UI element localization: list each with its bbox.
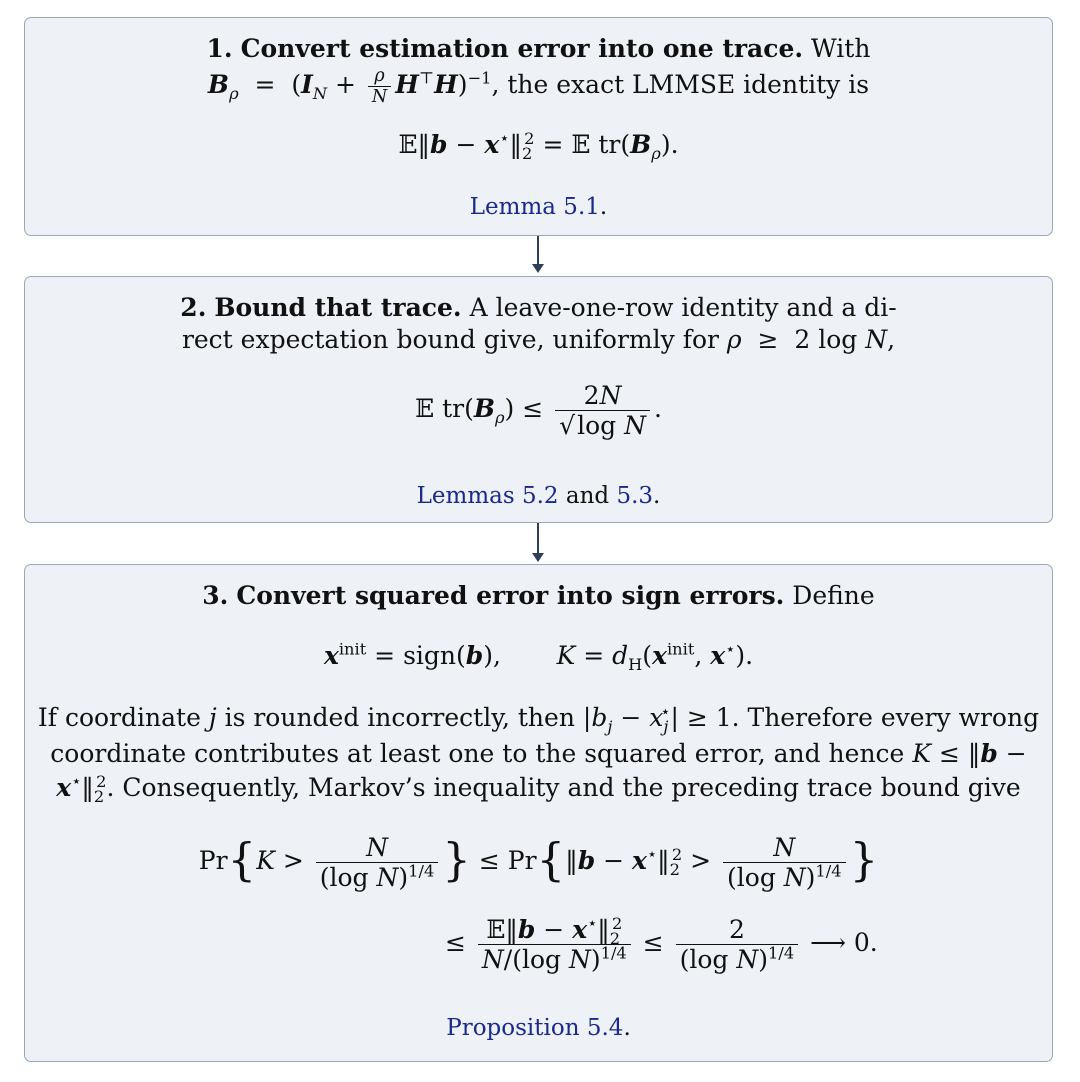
step-2-box <box>24 276 1053 523</box>
step-1-box <box>24 17 1053 236</box>
step-2-number: 2. <box>180 293 207 322</box>
lmmse-identity-equation: 𝔼‖b − $x^⋆‖_2^2$ = 𝔼 $tr(B_\rho)$. <box>398 128 679 163</box>
step-3-number: 3. <box>202 581 229 610</box>
sign-definition-equation: $x^{init}$ = sign(b), $K = d_H(x^{init}$, x⋆). <box>323 639 754 674</box>
arrowhead-1-2 <box>532 264 544 273</box>
step-3-box <box>24 564 1053 1062</box>
arrowhead-2-3 <box>532 553 544 562</box>
step-1-after-def: , the exact LMMSE identity is <box>491 70 870 99</box>
step-3-reference-line: Proposition 5.4. <box>446 1015 631 1041</box>
arrow-1-2 <box>537 236 539 264</box>
step-1-heading <box>25 34 1052 63</box>
step-3-para-line2: coordinate contributes at least one to the squared error, and hence K ≤ ‖b − <box>50 739 1027 768</box>
trace-bound-equation: 𝔼 $tr(B_\rho)$ ≤ $\frac{2N}{\text{√log N}}$ . <box>415 381 662 440</box>
step-2-line1-rest: A leave-one-row identity and a di- <box>469 293 897 322</box>
arrow-2-3 <box>537 523 539 553</box>
step-2-title: Bound that trace. <box>214 293 462 322</box>
step-3-heading <box>25 581 1052 610</box>
step-3-intro: Define <box>792 581 875 610</box>
step-2-reference-line: Lemmas 5.2 and 5.3. <box>416 483 661 509</box>
markov-inequality-line2: ≤ $\frac{𝔼‖b - x^⋆‖_2^2}{N/(\log N)^{1/4}}$ ≤ $\frac{2}{(\log N)^{1/4}}$ ⟶ 0. <box>445 913 878 974</box>
step-3-reference-link[interactable]: Proposition 5.4 <box>446 1015 624 1041</box>
step-2-reference-a[interactable]: Lemmas 5.2 <box>416 483 559 509</box>
step-3-para-line3: $x^⋆‖_2^2$. Consequently, Markov’s inequality and the preceding trace bound give <box>56 771 1021 806</box>
step-2-line2: rect expectation bound give, uniformly for ρ ≥ 2 log N, <box>181 325 896 354</box>
step-1-title: Convert estimation error into one trace. <box>240 34 804 63</box>
markov-inequality-line1: Pr{K > $\frac{N}{(\log N)^{1/4}}$ } ≤ Pr{‖b − $x^⋆‖_2^2$ > $\frac{N}{(\log N)^{1/4}}$ } <box>198 833 879 892</box>
step-2-reference-b[interactable]: 5.3 <box>616 483 654 509</box>
step-1-reference-line: Lemma 5.1. <box>469 194 608 220</box>
step-1-number: 1. <box>206 34 233 63</box>
step-1-reference-link[interactable]: Lemma 5.1 <box>469 194 600 220</box>
step-3-title: Convert squared error into sign errors. <box>236 581 785 610</box>
b-rho-definition: $B_\rho = (I_N$ + $\frac{\rho}{N}$ H⊤H)$^{-1}$ <box>207 66 492 107</box>
step-3-para-line1: If coordinate j is rounded incorrectly, then $|b_j - x_j^⋆| \ge 1$. Therefore every wrong <box>37 701 1040 736</box>
step-1-intro: With <box>811 34 871 63</box>
step-2-heading <box>25 293 1052 322</box>
step-1-definition-line <box>25 66 1052 107</box>
